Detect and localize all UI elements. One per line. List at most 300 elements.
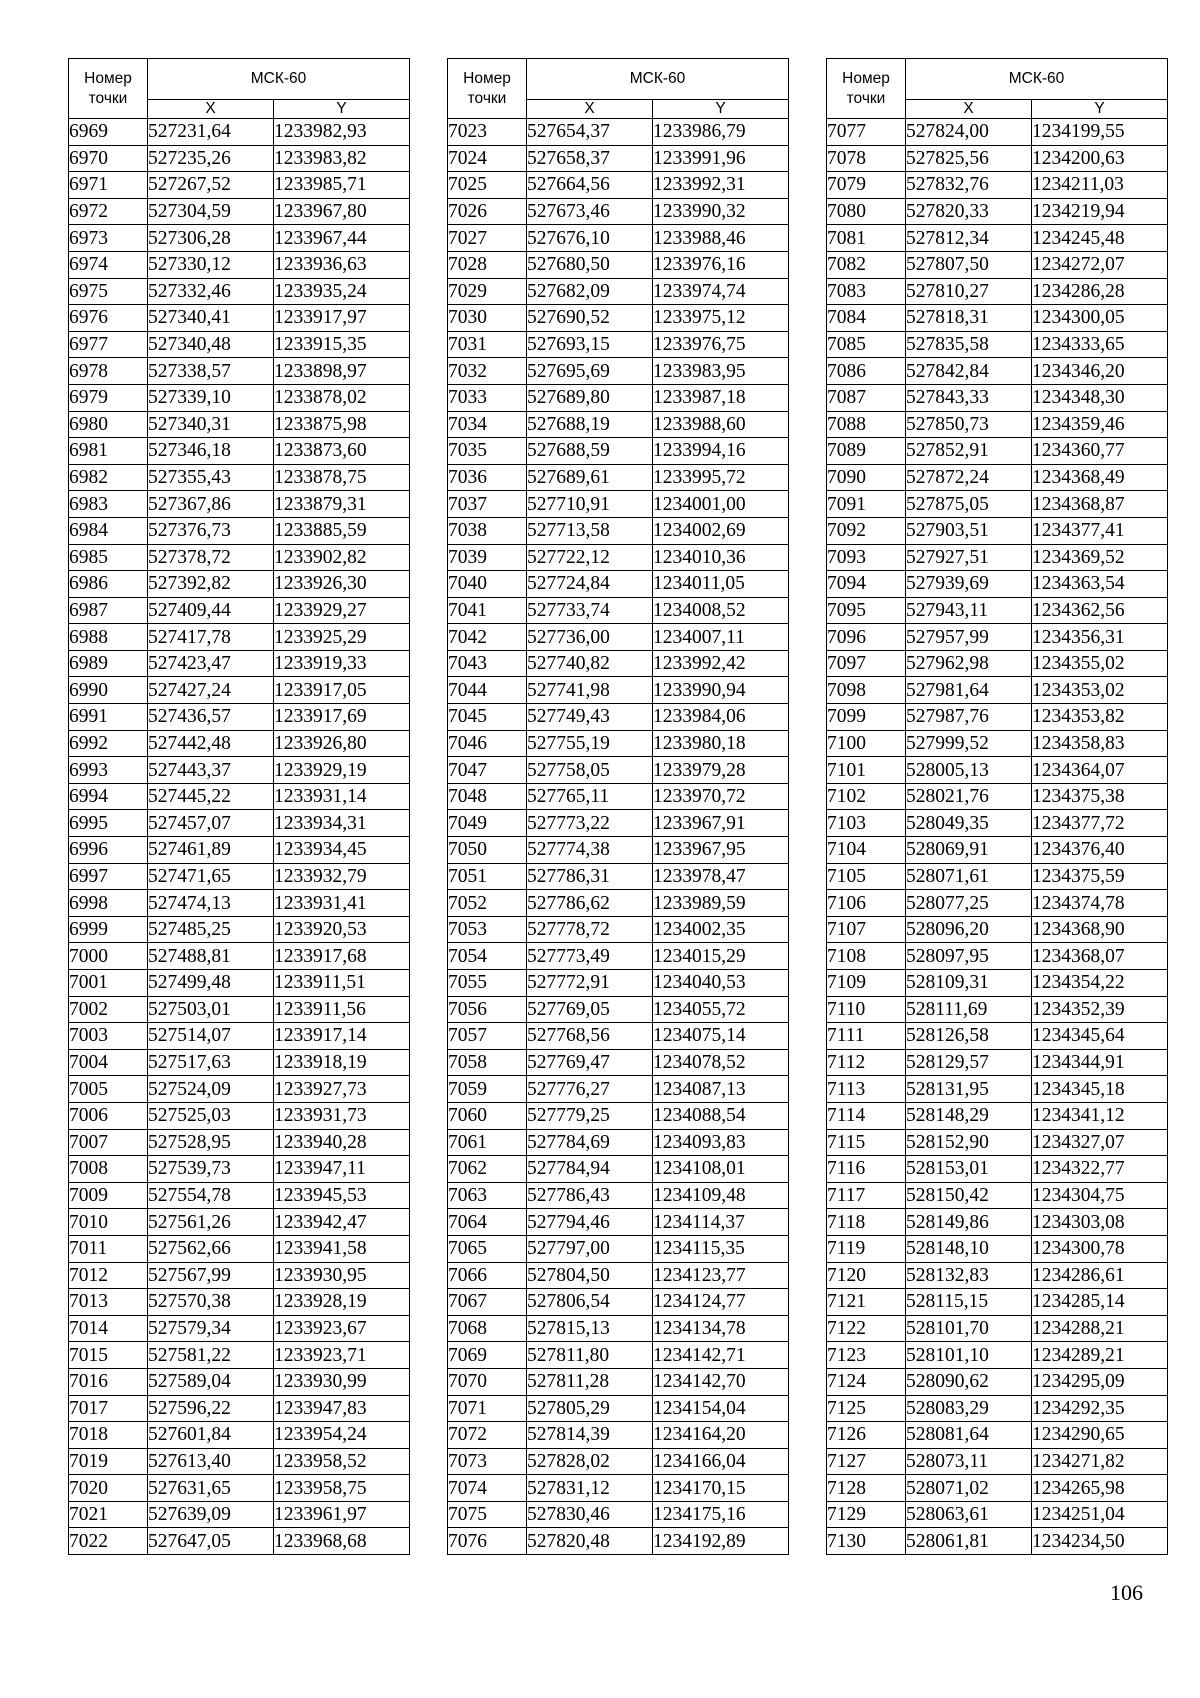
table-row <box>69 730 410 757</box>
point-number-cell: 6985 <box>69 544 148 571</box>
table-row <box>69 1023 410 1050</box>
table-row <box>69 305 410 332</box>
y-coordinate-cell: 1233879,31 <box>274 491 410 518</box>
x-coordinate-cell: 527436,57 <box>148 704 274 731</box>
point-number-cell: 6997 <box>69 863 148 890</box>
y-coordinate-cell: 1234234,50 <box>1032 1528 1168 1555</box>
y-coordinate-cell: 1233976,75 <box>653 331 789 358</box>
x-coordinate-cell: 528131,95 <box>906 1076 1032 1103</box>
x-coordinate-cell: 527786,31 <box>527 863 653 890</box>
point-number-cell: 7071 <box>448 1395 527 1422</box>
point-number-cell: 7117 <box>827 1182 906 1209</box>
x-coordinate-cell: 528148,29 <box>906 1102 1032 1129</box>
table-row <box>448 1528 789 1555</box>
x-coordinate-cell: 527524,09 <box>148 1076 274 1103</box>
x-coordinate-cell: 527658,37 <box>527 145 653 172</box>
x-coordinate-cell: 528081,64 <box>906 1422 1032 1449</box>
y-coordinate-cell: 1233935,24 <box>274 278 410 305</box>
point-number-cell: 7051 <box>448 863 527 890</box>
point-number-cell: 7054 <box>448 943 527 970</box>
table-row <box>69 1368 410 1395</box>
y-coordinate-cell: 1234245,48 <box>1032 225 1168 252</box>
x-coordinate-cell: 528150,42 <box>906 1182 1032 1209</box>
coordinate-system-header: МСК-60 <box>527 59 789 100</box>
y-coordinate-cell: 1233982,93 <box>274 119 410 146</box>
x-coordinate-cell: 527562,66 <box>148 1235 274 1262</box>
point-number-cell: 7077 <box>827 119 906 146</box>
point-number-cell: 6977 <box>69 331 148 358</box>
point-number-cell: 7008 <box>69 1156 148 1183</box>
point-number-cell: 7118 <box>827 1209 906 1236</box>
x-coordinate-cell: 528061,81 <box>906 1528 1032 1555</box>
y-coordinate-cell: 1234368,07 <box>1032 943 1168 970</box>
y-coordinate-cell: 1233931,73 <box>274 1102 410 1129</box>
point-number-cell: 6999 <box>69 916 148 943</box>
x-coordinate-cell: 527676,10 <box>527 225 653 252</box>
x-coordinate-cell: 527688,19 <box>527 411 653 438</box>
x-coordinate-cell: 527835,58 <box>906 331 1032 358</box>
x-coordinate-cell: 527695,69 <box>527 358 653 385</box>
y-coordinate-cell: 1234200,63 <box>1032 145 1168 172</box>
table-row <box>69 384 410 411</box>
x-coordinate-cell: 528096,20 <box>906 916 1032 943</box>
table-row <box>69 943 410 970</box>
x-coordinate-cell: 527943,11 <box>906 597 1032 624</box>
x-coordinate-cell: 527784,94 <box>527 1156 653 1183</box>
x-coordinate-cell: 528090,62 <box>906 1368 1032 1395</box>
y-coordinate-cell: 1233926,30 <box>274 571 410 598</box>
x-coordinate-cell: 527769,05 <box>527 996 653 1023</box>
x-coordinate-cell: 527339,10 <box>148 384 274 411</box>
x-coordinate-cell: 528097,95 <box>906 943 1032 970</box>
table-row <box>448 438 789 465</box>
table-row <box>69 438 410 465</box>
x-coordinate-cell: 527443,37 <box>148 757 274 784</box>
table-row <box>448 251 789 278</box>
x-coordinate-cell: 527999,52 <box>906 730 1032 757</box>
x-coordinate-cell: 527306,28 <box>148 225 274 252</box>
table-row <box>69 1076 410 1103</box>
x-coordinate-cell: 527779,25 <box>527 1102 653 1129</box>
y-coordinate-cell: 1233983,82 <box>274 145 410 172</box>
table-row <box>827 704 1168 731</box>
point-number-cell: 7082 <box>827 251 906 278</box>
y-coordinate-cell: 1234199,55 <box>1032 119 1168 146</box>
table-row <box>448 1182 789 1209</box>
y-coordinate-cell: 1234109,48 <box>653 1182 789 1209</box>
coordinate-system-header: МСК-60 <box>906 59 1168 100</box>
y-coordinate-cell: 1233970,72 <box>653 783 789 810</box>
x-coordinate-cell: 527825,56 <box>906 145 1032 172</box>
point-number-cell: 6987 <box>69 597 148 624</box>
table-row <box>827 916 1168 943</box>
x-coordinate-cell: 528153,01 <box>906 1156 1032 1183</box>
x-coordinate-cell: 527693,15 <box>527 331 653 358</box>
point-number-cell: 7016 <box>69 1368 148 1395</box>
table-row <box>69 1422 410 1449</box>
x-coordinate-cell: 527231,64 <box>148 119 274 146</box>
point-number-cell: 7093 <box>827 544 906 571</box>
table-row <box>827 145 1168 172</box>
y-coordinate-cell: 1233911,51 <box>274 970 410 997</box>
x-column-header: X <box>148 100 274 119</box>
point-number-cell: 7112 <box>827 1049 906 1076</box>
table-row <box>448 411 789 438</box>
point-number-cell: 7107 <box>827 916 906 943</box>
y-column-header: Y <box>1032 100 1168 119</box>
table-row <box>69 544 410 571</box>
table-row <box>448 198 789 225</box>
table-row <box>827 411 1168 438</box>
y-coordinate-cell: 1233988,46 <box>653 225 789 252</box>
x-coordinate-cell: 527852,91 <box>906 438 1032 465</box>
table-row <box>69 331 410 358</box>
point-number-cell: 6974 <box>69 251 148 278</box>
y-coordinate-cell: 1234376,40 <box>1032 837 1168 864</box>
x-coordinate-cell: 527724,84 <box>527 571 653 598</box>
x-coordinate-cell: 527872,24 <box>906 464 1032 491</box>
point-number-cell: 7114 <box>827 1102 906 1129</box>
x-coordinate-cell: 527613,40 <box>148 1448 274 1475</box>
x-coordinate-cell: 527815,13 <box>527 1315 653 1342</box>
point-number-cell: 7078 <box>827 145 906 172</box>
point-number-cell: 6996 <box>69 837 148 864</box>
y-coordinate-cell: 1233878,75 <box>274 464 410 491</box>
table-row <box>827 730 1168 757</box>
point-number-cell: 7038 <box>448 517 527 544</box>
x-coordinate-cell: 527765,11 <box>527 783 653 810</box>
y-coordinate-cell: 1234292,35 <box>1032 1395 1168 1422</box>
point-number-cell: 7099 <box>827 704 906 731</box>
y-coordinate-cell: 1234345,64 <box>1032 1023 1168 1050</box>
x-coordinate-cell: 527639,09 <box>148 1501 274 1528</box>
point-number-cell: 7089 <box>827 438 906 465</box>
point-number-cell: 7115 <box>827 1129 906 1156</box>
y-coordinate-cell: 1234356,31 <box>1032 624 1168 651</box>
x-coordinate-cell: 527722,12 <box>527 544 653 571</box>
table-row <box>448 1501 789 1528</box>
x-coordinate-cell: 527423,47 <box>148 650 274 677</box>
x-coordinate-cell: 528152,90 <box>906 1129 1032 1156</box>
y-coordinate-cell: 1234134,78 <box>653 1315 789 1342</box>
table-row <box>69 278 410 305</box>
table-row <box>448 1422 789 1449</box>
point-number-cell: 7111 <box>827 1023 906 1050</box>
table-row <box>69 704 410 731</box>
point-number-cell: 7048 <box>448 783 527 810</box>
point-number-cell: 7005 <box>69 1076 148 1103</box>
y-coordinate-cell: 1234040,53 <box>653 970 789 997</box>
y-coordinate-cell: 1233885,59 <box>274 517 410 544</box>
x-coordinate-cell: 527939,69 <box>906 571 1032 598</box>
table-row <box>448 1156 789 1183</box>
y-coordinate-cell: 1233940,28 <box>274 1129 410 1156</box>
table-row <box>448 837 789 864</box>
point-number-cell: 7085 <box>827 331 906 358</box>
y-coordinate-cell: 1233992,31 <box>653 172 789 199</box>
point-number-cell: 6995 <box>69 810 148 837</box>
table-row <box>827 1528 1168 1555</box>
x-coordinate-cell: 528101,10 <box>906 1342 1032 1369</box>
y-coordinate-cell: 1234124,77 <box>653 1289 789 1316</box>
table-row <box>827 1315 1168 1342</box>
table-row <box>69 1448 410 1475</box>
table-row <box>69 1475 410 1502</box>
y-coordinate-cell: 1234175,16 <box>653 1501 789 1528</box>
point-number-cell: 6982 <box>69 464 148 491</box>
point-number-cell: 7075 <box>448 1501 527 1528</box>
x-coordinate-cell: 527957,99 <box>906 624 1032 651</box>
y-coordinate-cell: 1234285,14 <box>1032 1289 1168 1316</box>
x-coordinate-cell: 527773,22 <box>527 810 653 837</box>
point-number-cell: 6973 <box>69 225 148 252</box>
table-row <box>827 544 1168 571</box>
point-number-cell: 7130 <box>827 1528 906 1555</box>
y-coordinate-cell: 1233932,79 <box>274 863 410 890</box>
table-row <box>448 677 789 704</box>
y-coordinate-cell: 1234345,18 <box>1032 1076 1168 1103</box>
table-row <box>69 1182 410 1209</box>
y-coordinate-cell: 1233875,98 <box>274 411 410 438</box>
x-coordinate-cell: 528005,13 <box>906 757 1032 784</box>
point-number-cell: 7010 <box>69 1209 148 1236</box>
y-coordinate-cell: 1234251,04 <box>1032 1501 1168 1528</box>
table-row <box>827 650 1168 677</box>
x-coordinate-cell: 527596,22 <box>148 1395 274 1422</box>
y-coordinate-cell: 1233945,53 <box>274 1182 410 1209</box>
table-row <box>69 996 410 1023</box>
table-row <box>827 1395 1168 1422</box>
x-coordinate-cell: 528083,29 <box>906 1395 1032 1422</box>
table-row <box>69 491 410 518</box>
point-number-cell: 7025 <box>448 172 527 199</box>
y-coordinate-cell: 1233934,31 <box>274 810 410 837</box>
y-coordinate-cell: 1233979,28 <box>653 757 789 784</box>
point-number-cell: 7103 <box>827 810 906 837</box>
x-coordinate-cell: 527818,31 <box>906 305 1032 332</box>
table-row <box>827 1129 1168 1156</box>
y-coordinate-cell: 1234364,07 <box>1032 757 1168 784</box>
table-row <box>827 358 1168 385</box>
y-coordinate-cell: 1233991,96 <box>653 145 789 172</box>
point-number-cell: 7127 <box>827 1448 906 1475</box>
x-coordinate-cell: 527485,25 <box>148 916 274 943</box>
y-coordinate-cell: 1233978,47 <box>653 863 789 890</box>
point-number-cell: 6988 <box>69 624 148 651</box>
x-coordinate-cell: 527772,91 <box>527 970 653 997</box>
point-number-cell: 7124 <box>827 1368 906 1395</box>
point-number-cell: 7021 <box>69 1501 148 1528</box>
table-row <box>448 1023 789 1050</box>
x-coordinate-cell: 527355,43 <box>148 464 274 491</box>
y-coordinate-cell: 1234123,77 <box>653 1262 789 1289</box>
point-number-cell: 7014 <box>69 1315 148 1342</box>
point-number-cell: 7063 <box>448 1182 527 1209</box>
table-row <box>827 225 1168 252</box>
point-number-cell: 7123 <box>827 1342 906 1369</box>
point-number-cell: 7059 <box>448 1076 527 1103</box>
x-coordinate-cell: 528071,02 <box>906 1475 1032 1502</box>
y-coordinate-cell: 1233954,24 <box>274 1422 410 1449</box>
x-coordinate-cell: 527927,51 <box>906 544 1032 571</box>
point-number-cell: 7109 <box>827 970 906 997</box>
point-number-cell: 6978 <box>69 358 148 385</box>
y-coordinate-cell: 1234078,52 <box>653 1049 789 1076</box>
x-coordinate-cell: 527981,64 <box>906 677 1032 704</box>
y-coordinate-cell: 1234272,07 <box>1032 251 1168 278</box>
y-coordinate-cell: 1234142,70 <box>653 1368 789 1395</box>
table-row <box>827 119 1168 146</box>
table-row <box>448 863 789 890</box>
x-coordinate-cell: 527330,12 <box>148 251 274 278</box>
table-row <box>448 491 789 518</box>
x-coordinate-cell: 527824,00 <box>906 119 1032 146</box>
x-coordinate-cell: 527682,09 <box>527 278 653 305</box>
x-coordinate-cell: 527338,57 <box>148 358 274 385</box>
table-row <box>69 464 410 491</box>
table-row <box>827 757 1168 784</box>
x-coordinate-cell: 527773,49 <box>527 943 653 970</box>
y-coordinate-cell: 1233990,32 <box>653 198 789 225</box>
y-coordinate-cell: 1234164,20 <box>653 1422 789 1449</box>
x-coordinate-cell: 527474,13 <box>148 890 274 917</box>
y-coordinate-cell: 1234075,14 <box>653 1023 789 1050</box>
y-coordinate-cell: 1234108,01 <box>653 1156 789 1183</box>
y-coordinate-cell: 1234290,65 <box>1032 1422 1168 1449</box>
table-row <box>448 1076 789 1103</box>
y-coordinate-cell: 1233931,14 <box>274 783 410 810</box>
point-number-cell: 7110 <box>827 996 906 1023</box>
point-number-cell: 6994 <box>69 783 148 810</box>
y-coordinate-cell: 1233918,19 <box>274 1049 410 1076</box>
y-coordinate-cell: 1234377,41 <box>1032 517 1168 544</box>
y-coordinate-cell: 1233974,74 <box>653 278 789 305</box>
table-row <box>827 1262 1168 1289</box>
point-number-cell: 7004 <box>69 1049 148 1076</box>
table-row <box>448 1129 789 1156</box>
x-coordinate-cell: 527517,63 <box>148 1049 274 1076</box>
y-coordinate-cell: 1233942,47 <box>274 1209 410 1236</box>
y-coordinate-cell: 1233980,18 <box>653 730 789 757</box>
y-coordinate-cell: 1233878,02 <box>274 384 410 411</box>
x-coordinate-cell: 527842,84 <box>906 358 1032 385</box>
table-row <box>448 278 789 305</box>
point-number-cell: 6971 <box>69 172 148 199</box>
x-coordinate-cell: 527267,52 <box>148 172 274 199</box>
y-coordinate-cell: 1234341,12 <box>1032 1102 1168 1129</box>
point-number-cell: 7064 <box>448 1209 527 1236</box>
point-number-cell: 7007 <box>69 1129 148 1156</box>
table-row <box>69 650 410 677</box>
point-number-cell: 7000 <box>69 943 148 970</box>
point-number-cell: 7128 <box>827 1475 906 1502</box>
table-row <box>827 1156 1168 1183</box>
y-coordinate-cell: 1233985,71 <box>274 172 410 199</box>
y-coordinate-cell: 1233967,91 <box>653 810 789 837</box>
x-coordinate-cell: 527831,12 <box>527 1475 653 1502</box>
y-coordinate-cell: 1234368,90 <box>1032 916 1168 943</box>
point-number-cell: 7083 <box>827 278 906 305</box>
x-coordinate-cell: 527570,38 <box>148 1289 274 1316</box>
table-row <box>69 119 410 146</box>
x-coordinate-cell: 527304,59 <box>148 198 274 225</box>
y-coordinate-cell: 1234001,00 <box>653 491 789 518</box>
y-coordinate-cell: 1233983,95 <box>653 358 789 385</box>
point-number-cell: 7084 <box>827 305 906 332</box>
table-row <box>827 863 1168 890</box>
x-coordinate-cell: 527850,73 <box>906 411 1032 438</box>
y-coordinate-cell: 1234166,04 <box>653 1448 789 1475</box>
table-row <box>69 571 410 598</box>
y-coordinate-cell: 1234346,20 <box>1032 358 1168 385</box>
point-number-cell: 6990 <box>69 677 148 704</box>
point-number-cell: 7057 <box>448 1023 527 1050</box>
table-row <box>69 1501 410 1528</box>
x-coordinate-cell: 527688,59 <box>527 438 653 465</box>
point-number-cell: 7126 <box>827 1422 906 1449</box>
x-coordinate-cell: 527741,98 <box>527 677 653 704</box>
y-coordinate-cell: 1234002,69 <box>653 517 789 544</box>
y-coordinate-cell: 1233994,16 <box>653 438 789 465</box>
y-coordinate-cell: 1233902,82 <box>274 544 410 571</box>
y-coordinate-cell: 1234142,71 <box>653 1342 789 1369</box>
table-row <box>448 943 789 970</box>
table-row <box>827 1342 1168 1369</box>
x-coordinate-cell: 527689,80 <box>527 384 653 411</box>
point-number-cell: 7092 <box>827 517 906 544</box>
point-number-cell: 6980 <box>69 411 148 438</box>
x-coordinate-cell: 527631,65 <box>148 1475 274 1502</box>
y-coordinate-cell: 1234295,09 <box>1032 1368 1168 1395</box>
point-number-cell: 7001 <box>69 970 148 997</box>
table-row <box>827 172 1168 199</box>
x-coordinate-cell: 527805,29 <box>527 1395 653 1422</box>
y-coordinate-cell: 1233917,05 <box>274 677 410 704</box>
coordinates-table-1 <box>68 58 410 1555</box>
table-row <box>827 384 1168 411</box>
x-coordinate-cell: 528073,11 <box>906 1448 1032 1475</box>
table-row <box>827 1102 1168 1129</box>
x-coordinate-cell: 527768,56 <box>527 1023 653 1050</box>
x-coordinate-cell: 528109,31 <box>906 970 1032 997</box>
y-coordinate-cell: 1234211,03 <box>1032 172 1168 199</box>
x-coordinate-cell: 527811,28 <box>527 1368 653 1395</box>
point-number-cell: 7018 <box>69 1422 148 1449</box>
x-coordinate-cell: 527235,26 <box>148 145 274 172</box>
y-coordinate-cell: 1233925,29 <box>274 624 410 651</box>
x-coordinate-cell: 527514,07 <box>148 1023 274 1050</box>
table-row <box>448 916 789 943</box>
table-row <box>448 517 789 544</box>
y-coordinate-cell: 1234010,36 <box>653 544 789 571</box>
table-row <box>448 810 789 837</box>
x-coordinate-cell: 527828,02 <box>527 1448 653 1475</box>
table-row <box>448 1102 789 1129</box>
table-row <box>69 863 410 890</box>
point-number-cell: 7068 <box>448 1315 527 1342</box>
y-coordinate-cell: 1233919,33 <box>274 650 410 677</box>
table-row <box>69 783 410 810</box>
table-row <box>448 996 789 1023</box>
y-coordinate-cell: 1234353,02 <box>1032 677 1168 704</box>
point-number-cell: 7073 <box>448 1448 527 1475</box>
x-coordinate-cell: 528077,25 <box>906 890 1032 917</box>
y-coordinate-cell: 1234154,04 <box>653 1395 789 1422</box>
y-coordinate-cell: 1234322,77 <box>1032 1156 1168 1183</box>
y-coordinate-cell: 1234333,65 <box>1032 331 1168 358</box>
table-row <box>448 1209 789 1236</box>
x-coordinate-cell: 527503,01 <box>148 996 274 1023</box>
